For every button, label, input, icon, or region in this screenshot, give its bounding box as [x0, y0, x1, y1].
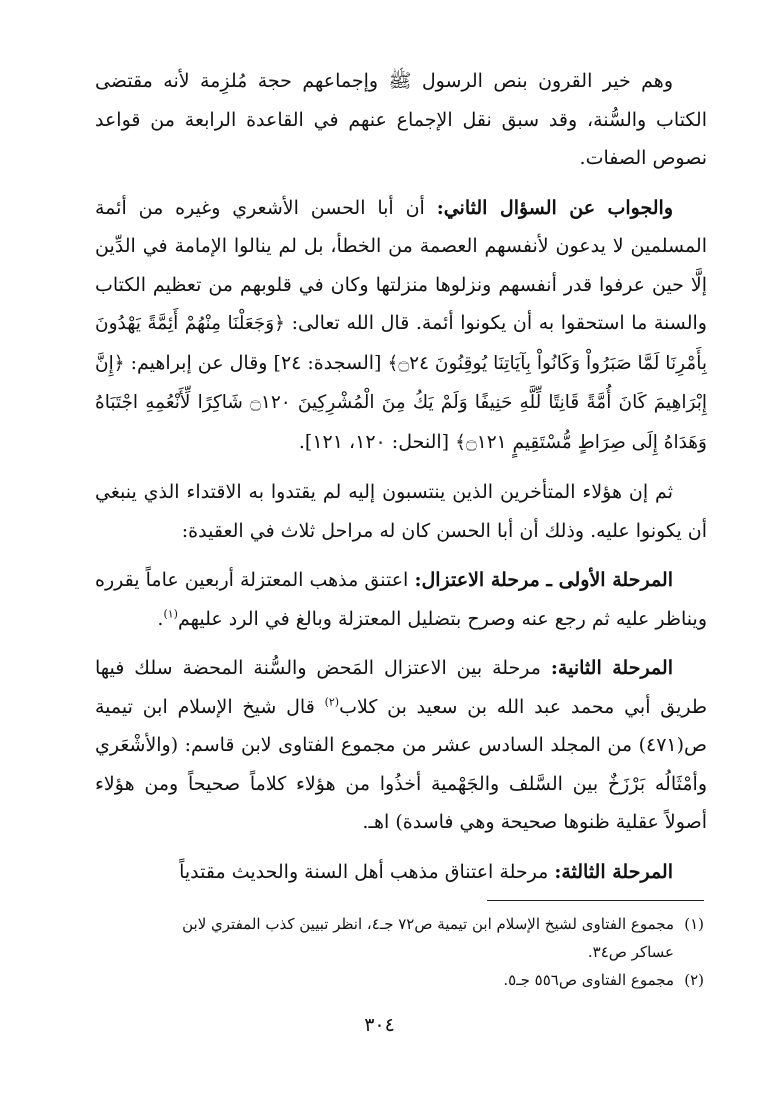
footnote-ref-2[interactable]: (٢)	[324, 695, 340, 709]
footnote-1-continuation	[98, 938, 704, 966]
footnotes	[98, 910, 704, 994]
footnote-ref-1[interactable]: (١)	[163, 607, 178, 621]
quran-verse-sajda: ﴿وَجَعَلْنَا مِنْهُمْ أَئِمَّةً يَهْدُونَ بِأَمْرِنَا لَمَّا صَبَرُواْ وَكَانُواْ بِآيَاتِنَا يُوقِنُونَ ۝٢٤﴾	[95, 313, 707, 374]
footnote-1-cont-text: عساكر ص٣٤.	[587, 943, 674, 961]
paragraph-3	[95, 473, 707, 550]
stage-one-end: .	[157, 607, 164, 630]
quran-verse-nahl: ﴿إِنَّ إِبْرَاهِيمَ كَانَ أُمَّةً قَانِتًا لِّلَّهِ حَنِيفًا وَلَمْ يَكُ مِنَ الْمُشْرِكِينَ ۝١٢٠ شَاكِرًا لِّأَنْعُمِهِ اجْتَبَاهُ وَهَدَاهُ إِلَى صِرَاطٍ مُّسْتَقِيمٍ ۝١٢١﴾	[95, 352, 707, 453]
stage-two-text: مرحلة بين الاعتزال المَحض والسُّنة المحضة سلك فيها طريق أبي محمد عبد الله بن سعيد بن كلاب	[95, 657, 707, 718]
paragraph-4	[95, 561, 707, 638]
footnote-1-text: مجموع الفتاوى لشيخ الإسلام ابن تيمية ص٧٢ جـ٤، انظر تبيين كذب المفتري لابن	[182, 915, 674, 933]
stage-three-heading: المرحلة الثالثة:	[554, 860, 673, 883]
footnote-divider	[487, 900, 704, 901]
paragraph-6	[95, 853, 707, 892]
footnote-2-number: (٢)	[684, 971, 704, 989]
stage-two-quote: قال شيخ الإسلام ابن تيمية ص(٤٧١) من المجلد السادس عشر من مجموع الفتاوى لابن قاسم: (والأشْعَري وأمْثَالُه بَرْزَخٌ بين السَّلف والجَهْمية أخذُوا من هؤلاء كلاماً صحيحاً ومن هؤلاء أصولاً عقلية ظنوها صحيحة وهي فاسدة) اهـ.	[95, 695, 707, 833]
footnote-1	[98, 910, 704, 938]
stage-three-text: مرحلة اعتناق مذهب أهل السنة والحديث مقتدياً	[179, 860, 555, 883]
page-number: ٣٠٤	[364, 1014, 395, 1036]
paragraph-1	[95, 62, 707, 178]
answer-heading: والجواب عن السؤال الثاني:	[436, 196, 673, 219]
footnote-2	[98, 966, 704, 994]
paragraph-2-text: أن أبا الحسن الأشعري وغيره من أئمة المسلمين لا يدعون لأنفسهم العصمة من الخطأ، بل لم ينالوا الإمامة في الدِّين إلَّا حين عرفوا قدر أنفسهم ونزلوها منزلتها وكان في قلوبهم من تعظيم الكتاب والسنة ما استحقوا به أن يكونوا أئمة. قال الله تعالى:	[95, 196, 707, 334]
footnote-2-text: مجموع الفتاوى ص٥٥٦ جـ٥.	[503, 971, 674, 989]
footnote-1-number: (١)	[684, 915, 704, 933]
paragraph-3-text: ثم إن هؤلاء المتأخرين الذين ينتسبون إليه لم يقتدوا به الاقتداء الذي ينبغي أن يكونوا عليه. وذلك أن أبا الحسن كان له مراحل ثلاث في العقيدة:	[95, 481, 707, 542]
stage-two-heading: المرحلة الثانية:	[550, 657, 673, 679]
stage-one-heading: المرحلة الأولى ـ مرحلة الاعتزال:	[414, 569, 673, 591]
verse-reference-nahl: [النحل: ١٢٠، ١٢١].	[298, 430, 456, 453]
verse-reference-sajda: [السجدة: ٢٤] وقال عن إبراهيم:	[124, 351, 388, 374]
paragraph-1-text: وهم خير القرون بنص الرسول ﷺ وإجماعهم حجة مُلزِمة لأنه مقتضى الكتاب والسُّنة، وقد سبق نقل الإجماع عنهم في القاعدة الرابعة من قواعد نصوص الصفات.	[95, 70, 707, 169]
paragraph-5	[95, 649, 707, 842]
paragraph-2	[95, 189, 707, 463]
stage-one-text: اعتنق مذهب المعتزلة أربعين عاماً يقرره ويناظر عليه ثم رجع عنه وصرح بتضليل المعتزلة وبالغ في الرد عليهم	[95, 569, 707, 630]
main-text	[95, 62, 707, 902]
